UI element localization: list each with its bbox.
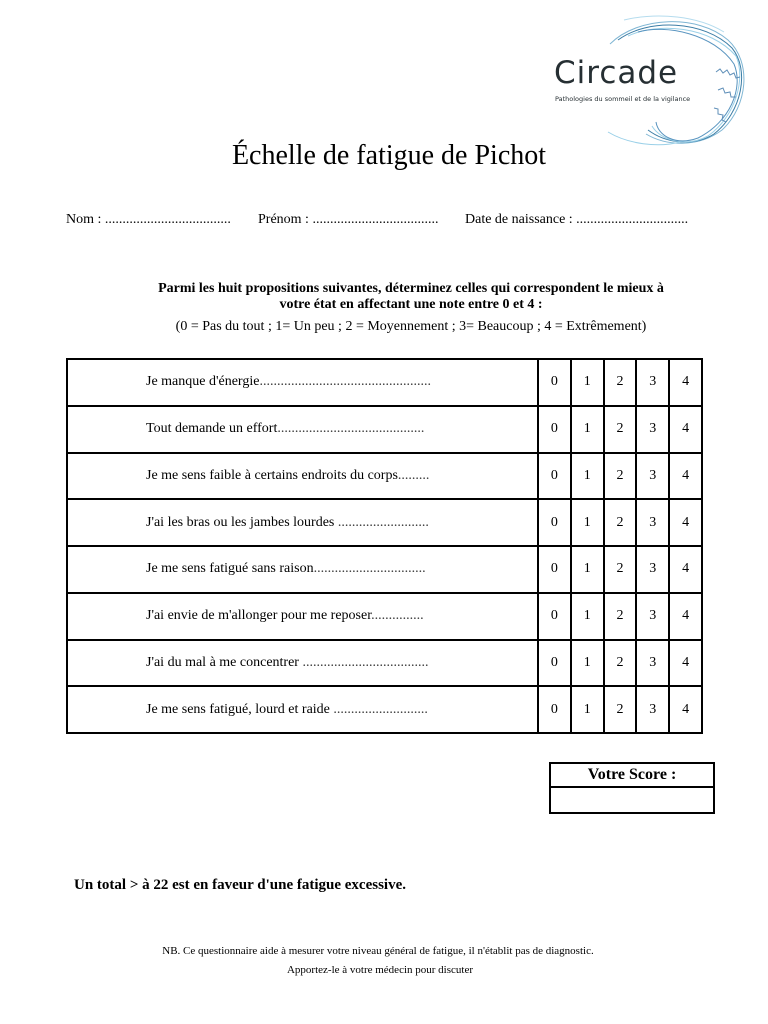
score-option-4[interactable]: 4 — [669, 359, 702, 406]
scale-item-text: Je me sens fatigué, lourd et raide — [146, 701, 330, 717]
threshold-note: Un total > à 22 est en faveur d'une fatigue excessive. — [74, 877, 406, 893]
scale-row — [67, 686, 702, 733]
score-option-3[interactable]: 3 — [636, 686, 669, 733]
scale-item-dots: .......................... — [334, 514, 429, 530]
score-option-0[interactable]: 0 — [538, 453, 571, 500]
scale-item-text: Tout demande un effort — [146, 421, 278, 437]
scale-item-dots: ......... — [397, 467, 430, 483]
scale-legend: (0 = Pas du tout ; 1= Un peu ; 2 = Moyennement ; 3= Beaucoup ; 4 = Extrêmement) — [175, 319, 647, 334]
score-option-3[interactable]: 3 — [636, 453, 669, 500]
page-title: Échelle de fatigue de Pichot — [231, 140, 547, 171]
scale-row — [67, 546, 702, 593]
score-option-0[interactable]: 0 — [538, 359, 571, 406]
score-option-4[interactable]: 4 — [669, 546, 702, 593]
score-option-1[interactable]: 1 — [571, 406, 604, 453]
score-option-4[interactable]: 4 — [669, 453, 702, 500]
scale-item-text: J'ai les bras ou les jambes lourdes — [146, 514, 335, 530]
score-option-0[interactable]: 0 — [538, 499, 571, 546]
score-option-4[interactable]: 4 — [669, 406, 702, 453]
scale-item-text: Je me sens faible à certains endroits du corps — [146, 467, 398, 483]
scale-row — [67, 453, 702, 500]
score-option-1[interactable]: 1 — [571, 546, 604, 593]
score-option-3[interactable]: 3 — [636, 593, 669, 640]
scale-row — [67, 406, 702, 453]
logo-wordmark: Circade — [554, 55, 679, 91]
score-option-3[interactable]: 3 — [636, 640, 669, 687]
score-option-3[interactable]: 3 — [636, 499, 669, 546]
scale-item — [67, 640, 538, 687]
score-option-0[interactable]: 0 — [538, 640, 571, 687]
scale-item — [67, 593, 538, 640]
scale-item-dots: .................................... — [298, 654, 429, 670]
scale-item — [67, 406, 538, 453]
scale-item-dots: ................................ — [313, 561, 426, 577]
score-option-2[interactable]: 2 — [604, 359, 637, 406]
scale-item — [67, 686, 538, 733]
footer-advice: Apportez-le à votre médecin pour discuter — [286, 964, 473, 976]
score-option-0[interactable]: 0 — [538, 406, 571, 453]
score-label: Votre Score : — [550, 763, 714, 787]
score-option-4[interactable]: 4 — [669, 499, 702, 546]
score-option-1[interactable]: 1 — [571, 359, 604, 406]
score-option-2[interactable]: 2 — [604, 499, 637, 546]
score-option-0[interactable]: 0 — [538, 593, 571, 640]
score-option-2[interactable]: 2 — [604, 686, 637, 733]
score-option-4[interactable]: 4 — [669, 593, 702, 640]
score-option-1[interactable]: 1 — [571, 593, 604, 640]
circade-logo — [548, 14, 754, 150]
score-option-1[interactable]: 1 — [571, 640, 604, 687]
score-option-3[interactable]: 3 — [636, 546, 669, 593]
scale-row — [67, 359, 702, 406]
footer-disclaimer: NB. Ce questionnaire aide à mesurer votre niveau général de fatigue, il n'établit pas de diagnostic. — [162, 945, 594, 957]
score-option-2[interactable]: 2 — [604, 546, 637, 593]
nom-field[interactable]: Nom : .................................... — [66, 212, 231, 227]
score-option-0[interactable]: 0 — [538, 686, 571, 733]
score-option-1[interactable]: 1 — [571, 453, 604, 500]
instructions-line-2: votre état en affectant une note entre 0 et 4 : — [279, 297, 543, 312]
scale-row — [67, 640, 702, 687]
scale-row — [67, 593, 702, 640]
prenom-field[interactable]: Prénom : .................................... — [258, 212, 439, 227]
score-option-3[interactable]: 3 — [636, 406, 669, 453]
scale-item-text: J'ai envie de m'allonger pour me reposer — [146, 608, 372, 624]
scale-item-dots: .......................................... — [277, 421, 425, 437]
logo-tagline: Pathologies du sommeil et de la vigilance — [555, 95, 691, 103]
scale-item-dots: ........................... — [329, 701, 428, 717]
scale-row — [67, 499, 702, 546]
scale-item — [67, 453, 538, 500]
scale-item-text: Je manque d'énergie — [146, 374, 260, 390]
score-option-4[interactable]: 4 — [669, 640, 702, 687]
scale-item-dots: ................................................. — [259, 374, 431, 390]
scale-item-text: J'ai du mal à me concentrer — [146, 654, 299, 670]
score-input[interactable] — [550, 787, 714, 813]
scale-item-text: Je me sens fatigué sans raison — [146, 561, 314, 577]
scale-item-dots: ............... — [371, 608, 424, 624]
scale-item — [67, 359, 538, 406]
score-option-1[interactable]: 1 — [571, 686, 604, 733]
score-option-2[interactable]: 2 — [604, 453, 637, 500]
score-box — [549, 762, 715, 814]
fatigue-scale-table — [66, 358, 703, 734]
date-naissance-field[interactable]: Date de naissance : ................................ — [465, 212, 689, 227]
score-option-2[interactable]: 2 — [604, 406, 637, 453]
instructions — [150, 281, 672, 313]
score-option-2[interactable]: 2 — [604, 593, 637, 640]
scale-item — [67, 499, 538, 546]
scale-item — [67, 546, 538, 593]
instructions-line-1: Parmi les huit propositions suivantes, déterminez celles qui correspondent le mieux à — [158, 281, 664, 296]
score-option-1[interactable]: 1 — [571, 499, 604, 546]
score-option-3[interactable]: 3 — [636, 359, 669, 406]
score-option-0[interactable]: 0 — [538, 546, 571, 593]
score-option-2[interactable]: 2 — [604, 640, 637, 687]
score-option-4[interactable]: 4 — [669, 686, 702, 733]
